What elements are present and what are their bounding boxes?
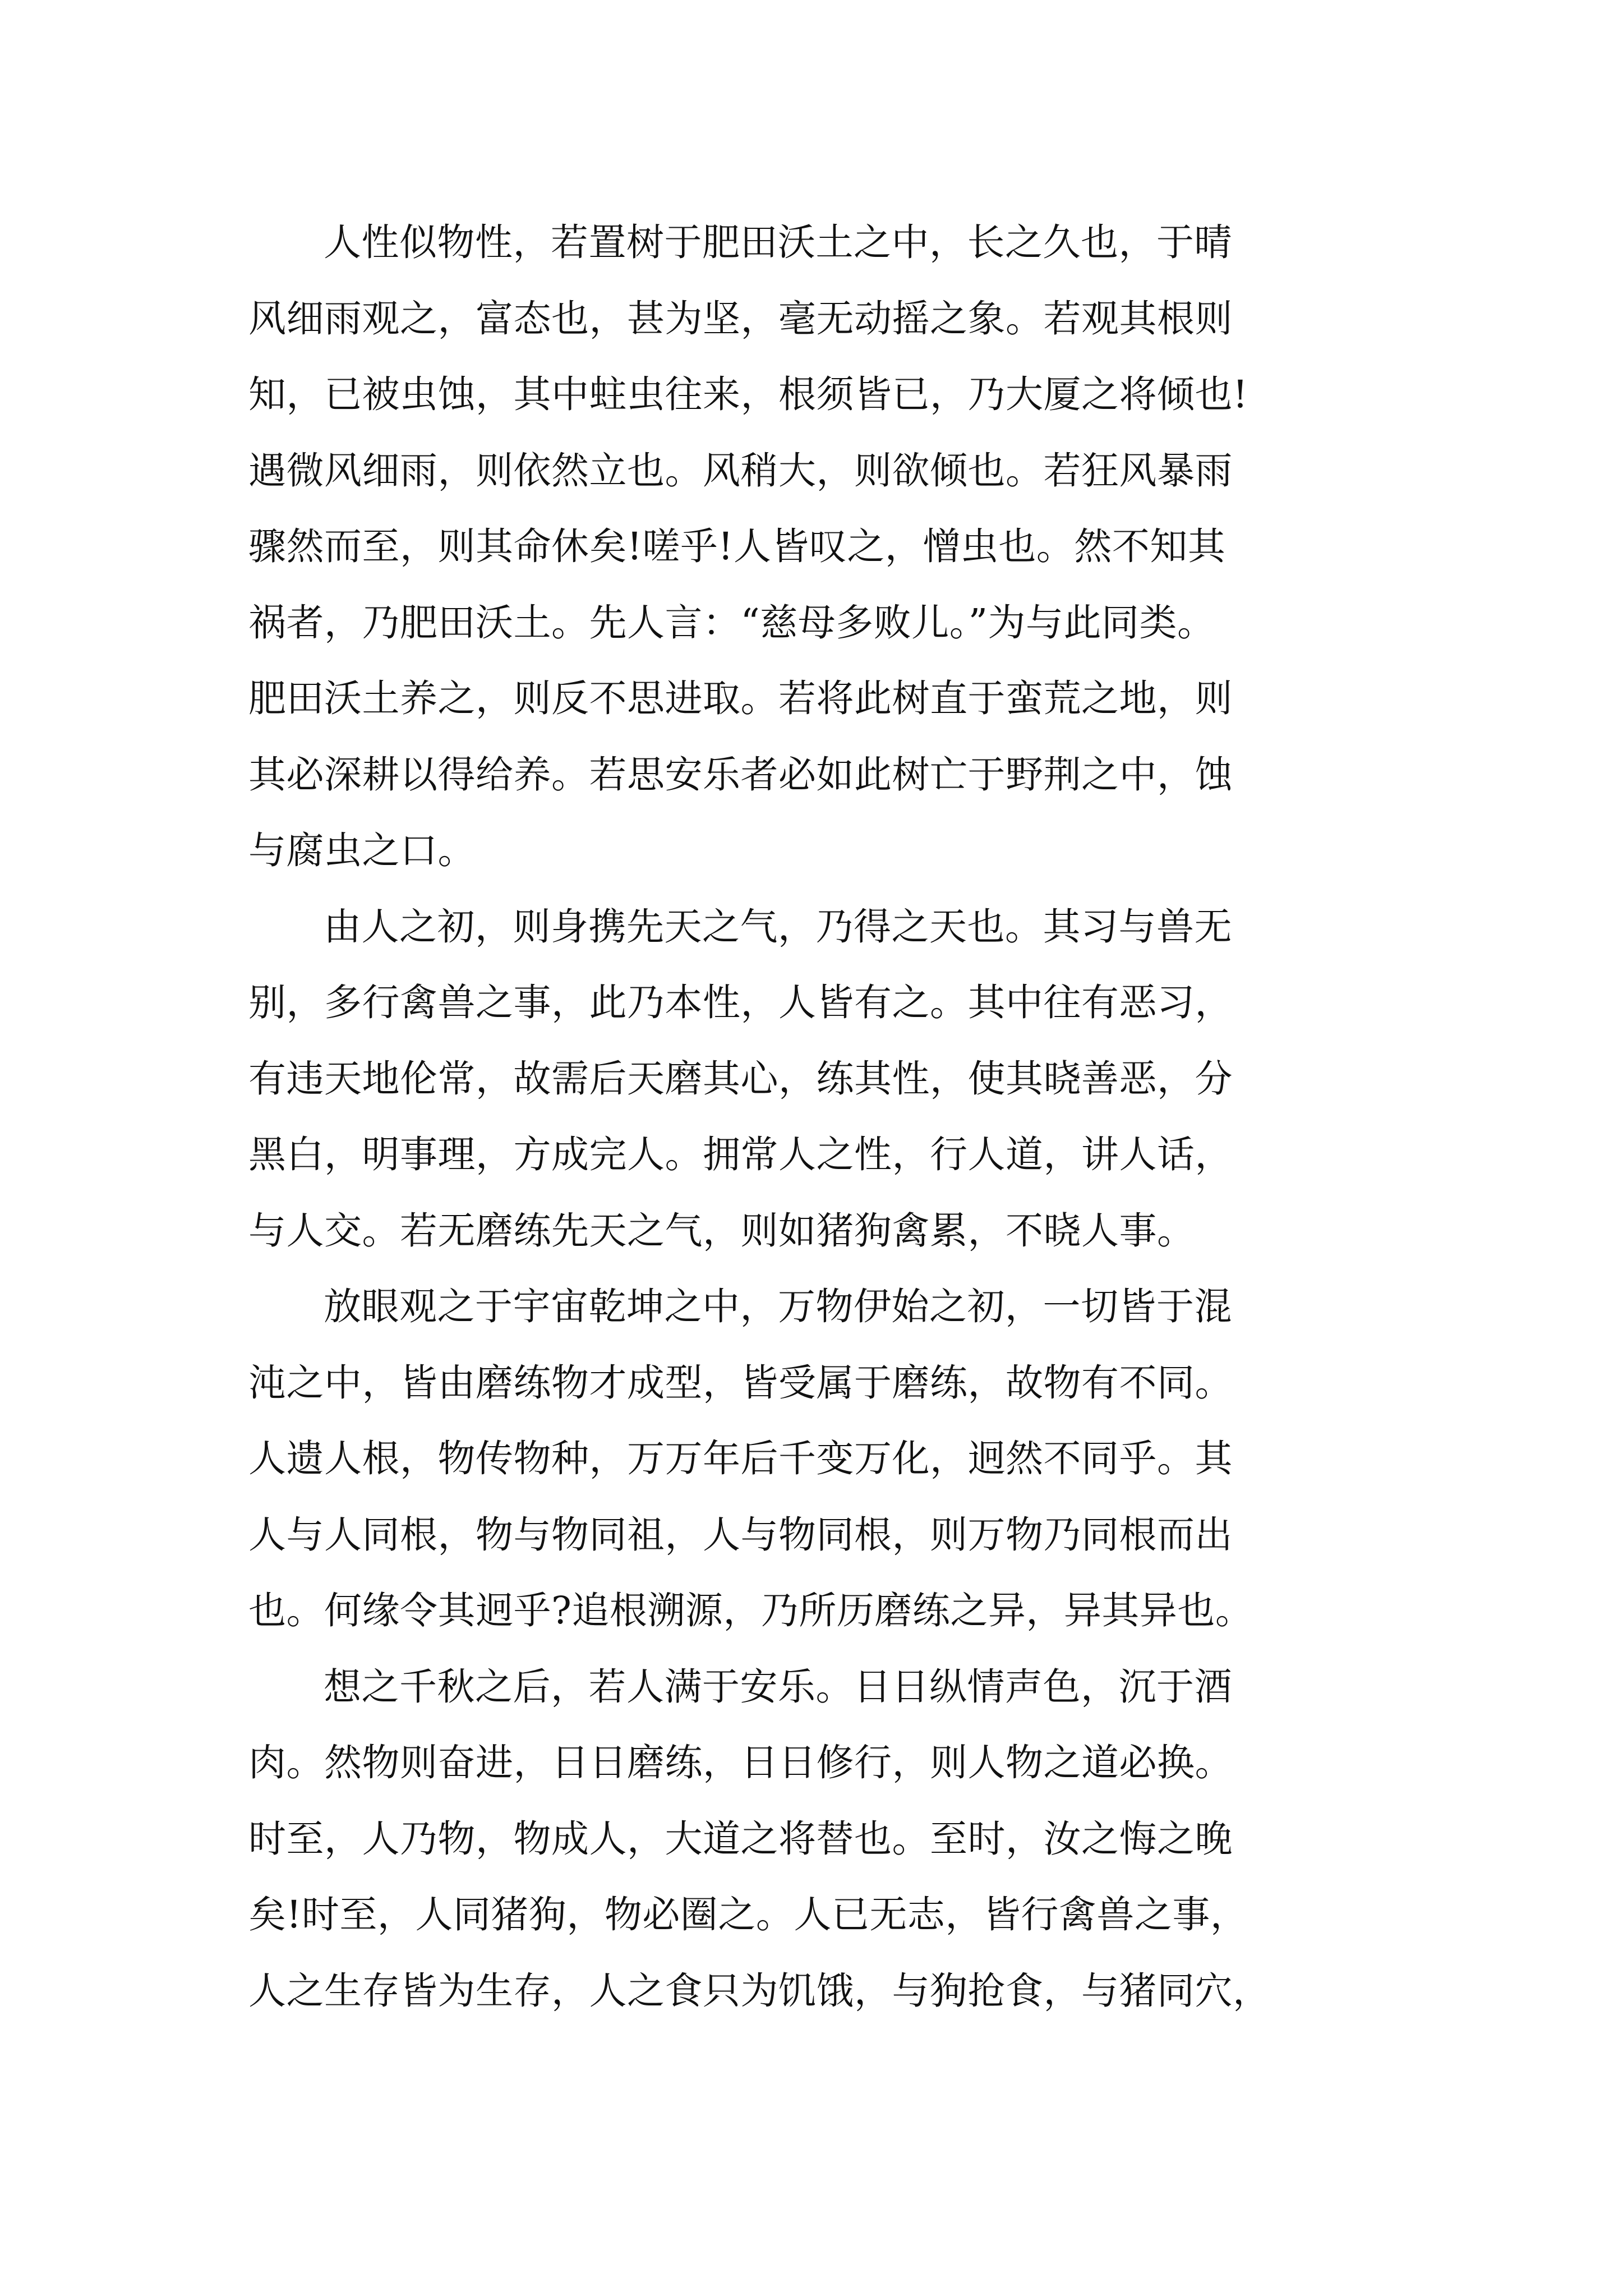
text-line: 知，已被虫蚀，其中蛀虫往来，根须皆已，乃大厦之将倾也! [248,372,1248,416]
paragraph-4 [248,1649,1376,2030]
text-line: 矣!时至，人同猪狗，物必圈之。人已无志，皆行禽兽之事， [248,1893,1248,1936]
text-line: 也。何缘令其迥乎?追根溯源，乃所历磨练之异，异其异也。 [248,1589,1253,1632]
text-line: 骤然而至，则其命休矣!嗟乎!人皆叹之，憎虫也。然不知其 [248,524,1226,568]
text-line: 有违天地伦常，故需后天磨其心，练其性，使其晓善恶，分 [248,1056,1233,1101]
text-line: 人之生存皆为生存，人之食只为饥饿，与狗抢食，与猪同穴， [248,1968,1271,2013]
text-line: 风细雨观之，富态也，甚为坚，毫无动摇之象。若观其根则 [248,296,1233,341]
text-line: 沌之中，皆由磨练物才成型，皆受属于磨练，故物有不同。 [248,1360,1233,1405]
text-line: 别，多行禽兽之事，此乃本性，人皆有之。其中往有恶习， [248,981,1233,1024]
text-line: 由人之初，则身携先天之气，乃得之天也。其习与兽无 [324,904,1232,949]
text-line: 与腐虫之口。 [248,829,476,872]
text-line: 与人交。若无磨练先天之气，则如猪狗禽累，不晓人事。 [248,1208,1195,1253]
text-line: 想之千秋之后，若人满于安乐。日日纵情声色，沉于酒 [324,1664,1232,1709]
text-line: 其必深耕以得给养。若思安乐者必如此树亡于野荆之中，蚀 [248,752,1233,797]
text-line: 肥田沃土养之，则反不思进取。若将此树直于蛮荒之地，则 [248,677,1233,720]
document-body [248,205,1376,2029]
text-line: 遇微风细雨，则依然立也。风稍大，则欲倾也。若狂风暴雨 [248,448,1233,493]
paragraph-1 [248,205,1376,889]
text-line: 时至，人乃物，物成人，大道之将替也。至时，汝之悔之晚 [248,1816,1233,1861]
paragraph-3 [248,1269,1376,1649]
text-line: 黑白，明事理，方成完人。拥常人之性，行人道，讲人话， [248,1133,1233,1176]
text-line: 肉。然物则奋进，日日磨练，日日修行，则人物之道必换。 [248,1741,1233,1784]
text-line: 祸者，乃肥田沃土。先人言：“慈母多败儿。”为与此同类。 [248,600,1215,645]
text-line: 人与人同根，物与物同祖，人与物同根，则万物乃同根而出 [248,1512,1233,1557]
text-line: 人性似物性，若置树于肥田沃土之中，长之久也，于晴 [324,220,1232,264]
paragraph-2 [248,889,1376,1269]
text-line: 放眼观之于宇宙乾坤之中，万物伊始之初，一切皆于混 [324,1285,1232,1328]
text-line: 人遗人根，物传物种，万万年后千变万化，迥然不同乎。其 [248,1437,1233,1480]
